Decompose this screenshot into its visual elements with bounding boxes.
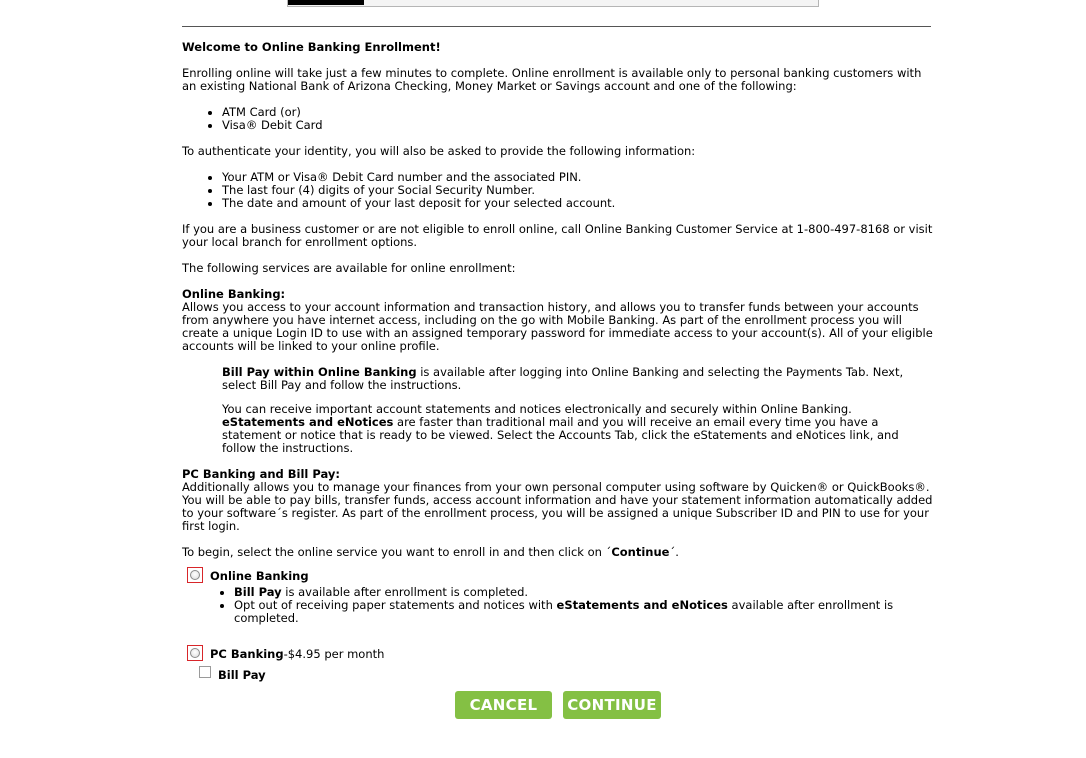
cancel-button[interactable]: CANCEL (455, 691, 552, 719)
page-heading: Welcome to Online Banking Enrollment! (182, 40, 441, 54)
estatements-note-pre: You can receive important account statements and notices electronically and securely within Online Banking. (222, 402, 852, 416)
list-item: • The last four (4) digits of your Social Security Number. (222, 184, 934, 197)
services-intro: The following services are available for online enrollment: (182, 261, 516, 275)
top-input-bar (287, 0, 819, 7)
estatements-note-bold: eStatements and eNotices (222, 415, 394, 429)
online-banking-radio-highlight[interactable] (187, 567, 203, 583)
billpay-note-text: is available after logging into Online Banking and selecting the Payments Tab. Next, select Bill Pay and follow the instructions. (222, 365, 904, 392)
billpay-note-bold: Bill Pay within Online Banking (222, 365, 417, 379)
pc-banking-title: PC Banking and Bill Pay: (182, 467, 340, 481)
top-input-bar-fill (288, 0, 364, 5)
billpay-note (222, 366, 934, 392)
estatements-note-post: are faster than traditional mail and you will receive an email every time you have a statement or notice that is ready to be viewed. Select the Accounts Tab, click the eStatements and eNotices link, and follow the instructions. (222, 415, 899, 455)
card-type-list (182, 106, 934, 132)
pc-banking-label-bold: PC Banking (210, 647, 284, 661)
business-note: If you are a business customer or are not eligible to enroll online, call Online Banking Customer Service at 1-800-497-8168 or visit your local branch for enrollment options. (182, 222, 933, 249)
billpay-checkbox[interactable] (199, 666, 211, 678)
pc-banking-label[interactable] (210, 648, 384, 661)
list-item (234, 599, 934, 625)
list-item: • Visa® Debit Card (222, 119, 934, 132)
begin-post: ´. (669, 545, 679, 559)
continue-button[interactable]: CONTINUE (563, 691, 661, 719)
online-banking-radio[interactable] (190, 570, 200, 580)
pc-banking-radio-highlight[interactable] (187, 645, 203, 661)
pc-banking-price: -$4.95 per month (283, 647, 385, 661)
online-banking-desc: Allows you access to your account information and transaction history, and allows you to transfer funds between your accounts from anywhere you have internet access, including on the go with Mobile Banking. As part of the enrollment process you will create a unique Login ID to use with an assigned temporary password for immediate access to your account(s). All of your eligible accounts will be linked to your online profile. (182, 300, 933, 353)
estatements-note (222, 403, 934, 455)
list-item: • Your ATM or Visa® Debit Card number and the associated PIN. (222, 171, 934, 184)
optout-post: available after enrollment is completed. (234, 598, 894, 625)
billpay-option[interactable] (182, 666, 934, 684)
intro-text: Enrolling online will take just a few minutes to complete. Online enrollment is available only to personal banking customers with an existing National Bank of Arizona Checking, Money Market or Savings account and one of the following: (182, 66, 922, 93)
billpay-checkbox-label[interactable]: Bill Pay (218, 668, 266, 682)
optout-pre: Opt out of receiving paper statements and notices with (234, 598, 557, 612)
list-item: • The date and amount of your last deposit for your selected account. (222, 197, 934, 210)
pc-banking-radio[interactable] (190, 648, 200, 658)
begin-bold: Continue (611, 545, 670, 559)
begin-pre: To begin, select the online service you want to enroll in and then click on ´ (182, 545, 612, 559)
option-pc-banking[interactable] (182, 645, 934, 663)
optout-bold: eStatements and eNotices (556, 598, 728, 612)
online-banking-title: Online Banking: (182, 287, 286, 301)
billpay-text: is available after enrollment is completed. (281, 585, 529, 599)
billpay-bold: Bill Pay (234, 585, 282, 599)
auth-intro: To authenticate your identity, you will also be asked to provide the following information: (182, 144, 696, 158)
online-banking-label[interactable]: Online Banking (210, 569, 309, 583)
header-divider (182, 26, 931, 27)
enrollment-content (182, 41, 934, 684)
auth-items-list (182, 171, 934, 210)
list-item: • ATM Card (or) (222, 106, 934, 119)
begin-instruction (182, 546, 934, 559)
option-online-banking[interactable] (182, 567, 934, 585)
pc-banking-desc: Additionally allows you to manage your finances from your own personal computer using software by Quicken® or QuickBooks®. You will be able to pay bills, transfer funds, access account information and have your statement information automatically added to your software´s register. As part of the enrollment process, you will be assigned a unique Subscriber ID and PIN to use for your first login. (182, 480, 933, 533)
online-banking-bullets (182, 586, 934, 625)
